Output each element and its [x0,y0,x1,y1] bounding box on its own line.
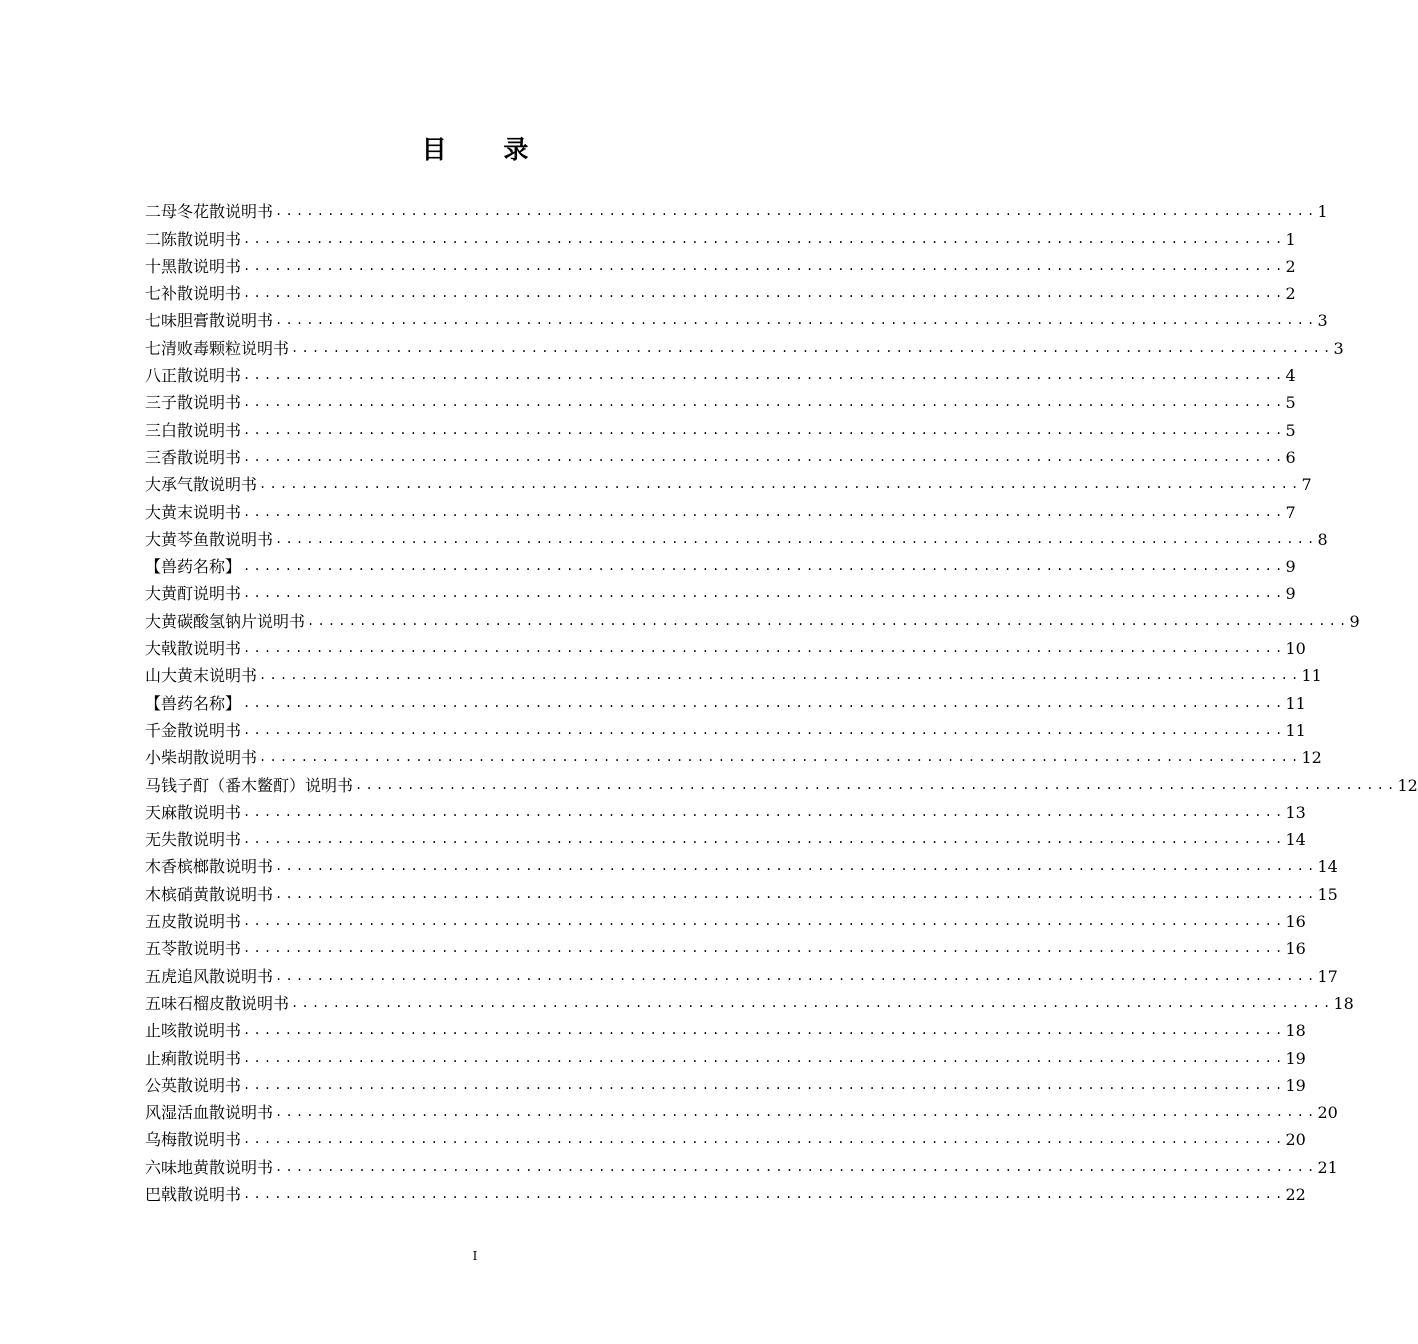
toc-dot-leader: .................................................................................................... [243,695,1286,710]
toc-entry-label: 大黄碳酸氢钠片说明书 [145,611,306,631]
toc-dot-leader: .................................................................................................... [243,941,1286,956]
toc-entry-page-number: 20 [1285,1130,1306,1150]
toc-entry-label: 大戟散说明书 [145,639,242,659]
toc-entry-page-number: 3 [1317,311,1328,331]
toc-entry-page-number: 7 [1301,475,1312,495]
toc-entry-label: 天麻散说明书 [145,802,242,822]
toc-entry-label: 大黄芩鱼散说明书 [145,529,274,549]
toc-entry-label: 大黄酊说明书 [145,584,242,604]
toc-dot-leader: .................................................................................................... [243,368,1286,383]
toc-entry[interactable] [145,553,1296,580]
toc-dot-leader: .................................................................................................... [243,1023,1286,1038]
toc-entry-label: 大黄末说明书 [145,502,242,522]
toc-dot-leader: .................................................................................................... [259,477,1302,492]
toc-entry[interactable] [145,280,1296,307]
toc-entry-page-number: 21 [1317,1157,1338,1177]
toc-entry[interactable] [145,799,1306,826]
toc-entry[interactable] [145,1044,1306,1071]
toc-entry[interactable] [145,471,1312,498]
toc-entry[interactable] [145,498,1296,525]
toc-dot-leader: .................................................................................................... [243,1132,1286,1147]
toc-entry-page-number: 11 [1285,693,1306,713]
toc-entry[interactable] [145,744,1322,771]
toc-entry-page-number: 16 [1285,939,1306,959]
toc-entry-label: 乌梅散说明书 [145,1130,242,1150]
toc-entry-label: 五苓散说明书 [145,939,242,959]
toc-entry-page-number: 9 [1285,584,1296,604]
toc-entry[interactable] [145,334,1344,361]
toc-entry[interactable] [145,225,1296,252]
toc-entry[interactable] [145,689,1306,716]
toc-dot-leader: .................................................................................................... [243,449,1286,464]
toc-dot-leader: .................................................................................................... [259,668,1302,683]
toc-entry-page-number: 19 [1285,1048,1306,1068]
toc-dot-leader: .................................................................................................... [275,1159,1318,1174]
toc-entry-label: 风湿活血散说明书 [145,1103,274,1123]
toc-entry[interactable] [145,908,1306,935]
toc-entry[interactable] [145,526,1328,553]
toc-entry-page-number: 2 [1285,284,1296,304]
toc-entry-label: 马钱子酊（番木鳖酊）说明书 [145,775,354,795]
toc-dot-leader: .................................................................................................... [307,613,1350,628]
toc-dot-leader: .................................................................................................... [243,559,1286,574]
toc-dot-leader: .................................................................................................... [243,422,1286,437]
toc-dot-leader: .................................................................................................... [243,504,1286,519]
toc-dot-leader: .................................................................................................... [243,231,1286,246]
table-of-contents [145,198,1418,1208]
toc-entry-page-number: 1 [1317,202,1328,222]
toc-entry-label: 三子散说明书 [145,393,242,413]
toc-entry-page-number: 4 [1285,366,1296,386]
toc-entry[interactable] [145,1126,1306,1153]
toc-entry-page-number: 2 [1285,256,1296,276]
toc-entry-page-number: 9 [1349,611,1360,631]
toc-entry-label: 六味地黄散说明书 [145,1157,274,1177]
toc-dot-leader: .................................................................................................... [291,995,1334,1010]
toc-dot-leader: .................................................................................................... [355,777,1398,792]
toc-dot-leader: .................................................................................................... [275,1105,1318,1120]
toc-entry-page-number: 10 [1285,639,1306,659]
toc-entry-page-number: 22 [1285,1184,1306,1204]
toc-entry[interactable] [145,416,1296,443]
toc-entry-label: 巴戟散说明书 [145,1184,242,1204]
toc-entry-label: 木香槟榔散说明书 [145,857,274,877]
toc-entry-label: 公英散说明书 [145,1075,242,1095]
toc-entry-label: 大承气散说明书 [145,475,258,495]
toc-entry-page-number: 13 [1285,802,1306,822]
toc-entry[interactable] [145,662,1322,689]
page-title: 目 录 [421,135,553,164]
toc-dot-leader: .................................................................................................... [243,1186,1286,1201]
toc-entry-page-number: 1 [1285,229,1296,249]
toc-entry-page-number: 15 [1317,884,1338,904]
toc-dot-leader: .................................................................................................... [243,722,1286,737]
toc-entry-page-number: 14 [1317,857,1338,877]
toc-entry-label: 十黑散说明书 [145,256,242,276]
toc-entry[interactable] [145,1153,1338,1180]
toc-entry[interactable] [145,307,1328,334]
toc-dot-leader: .................................................................................................... [243,832,1286,847]
toc-entry-label: 五味石榴皮散说明书 [145,993,290,1013]
toc-dot-leader: .................................................................................................... [243,258,1286,273]
toc-entry-label: 七补散说明书 [145,284,242,304]
toc-dot-leader: .................................................................................................... [259,750,1302,765]
toc-entry-page-number: 17 [1317,966,1338,986]
toc-entry[interactable] [145,935,1306,962]
toc-dot-leader: .................................................................................................... [243,804,1286,819]
toc-entry-label: 五皮散说明书 [145,912,242,932]
toc-entry-page-number: 8 [1317,529,1328,549]
toc-entry-label: 三香散说明书 [145,447,242,467]
toc-entry[interactable] [145,853,1338,880]
toc-dot-leader: .................................................................................................... [243,395,1286,410]
toc-dot-leader: .................................................................................................... [243,914,1286,929]
toc-dot-leader: .................................................................................................... [243,641,1286,656]
toc-entry-label: 【兽药名称】 [145,557,242,577]
toc-entry[interactable] [145,362,1296,389]
toc-entry[interactable] [145,253,1296,280]
toc-entry-label: 止咳散说明书 [145,1021,242,1041]
toc-entry[interactable] [145,1072,1306,1099]
toc-dot-leader: .................................................................................................... [275,886,1318,901]
toc-entry[interactable] [145,389,1296,416]
toc-dot-leader: .................................................................................................... [275,859,1318,874]
toc-entry[interactable] [145,717,1306,744]
toc-entry-page-number: 19 [1285,1075,1306,1095]
toc-entry[interactable] [145,880,1338,907]
toc-dot-leader: .................................................................................................... [243,1050,1286,1065]
toc-entry-label: 小柴胡散说明书 [145,748,258,768]
toc-entry-label: 七味胆膏散说明书 [145,311,274,331]
toc-entry-page-number: 20 [1317,1103,1338,1123]
toc-dot-leader: .................................................................................................... [291,340,1334,355]
toc-entry-label: 七清败毒颗粒说明书 [145,338,290,358]
toc-entry-label: 木槟硝黄散说明书 [145,884,274,904]
toc-dot-leader: .................................................................................................... [275,204,1318,219]
toc-entry-label: 二母冬花散说明书 [145,202,274,222]
toc-entry-page-number: 12 [1301,748,1322,768]
toc-entry-page-number: 9 [1285,557,1296,577]
toc-entry-label: 止痢散说明书 [145,1048,242,1068]
toc-entry-page-number: 11 [1301,666,1322,686]
toc-entry[interactable] [145,990,1354,1017]
toc-entry[interactable] [145,198,1328,225]
toc-entry-label: 二陈散说明书 [145,229,242,249]
toc-dot-leader: .................................................................................................... [275,968,1318,983]
page-number: I [472,1249,478,1263]
toc-dot-leader: .................................................................................................... [275,531,1318,546]
toc-dot-leader: .................................................................................................... [243,586,1286,601]
toc-entry-page-number: 3 [1333,338,1344,358]
toc-dot-leader: .................................................................................................... [243,1077,1286,1092]
toc-entry-page-number: 18 [1285,1021,1306,1041]
toc-entry[interactable] [145,1181,1306,1208]
toc-entry[interactable] [145,635,1306,662]
toc-entry-page-number: 5 [1285,393,1296,413]
toc-entry-page-number: 18 [1333,993,1354,1013]
toc-entry[interactable] [145,444,1296,471]
toc-entry-label: 【兽药名称】 [145,693,242,713]
toc-entry[interactable] [145,771,1418,798]
toc-entry[interactable] [145,1017,1306,1044]
toc-entry-page-number: 12 [1397,775,1418,795]
toc-entry[interactable] [145,580,1296,607]
toc-entry-page-number: 7 [1285,502,1296,522]
toc-entry-label: 五虎追风散说明书 [145,966,274,986]
toc-entry-label: 无失散说明书 [145,830,242,850]
toc-entry[interactable] [145,962,1338,989]
toc-entry-page-number: 6 [1285,447,1296,467]
toc-entry[interactable] [145,826,1306,853]
toc-entry-label: 山大黄末说明书 [145,666,258,686]
toc-entry-page-number: 11 [1285,720,1306,740]
toc-entry[interactable] [145,607,1360,634]
toc-entry-label: 千金散说明书 [145,720,242,740]
toc-entry[interactable] [145,1099,1338,1126]
toc-entry-label: 八正散说明书 [145,366,242,386]
toc-entry-page-number: 5 [1285,420,1296,440]
toc-entry-page-number: 14 [1285,830,1306,850]
toc-dot-leader: .................................................................................................... [243,286,1286,301]
toc-entry-page-number: 16 [1285,912,1306,932]
toc-dot-leader: .................................................................................................... [275,313,1318,328]
toc-entry-label: 三白散说明书 [145,420,242,440]
